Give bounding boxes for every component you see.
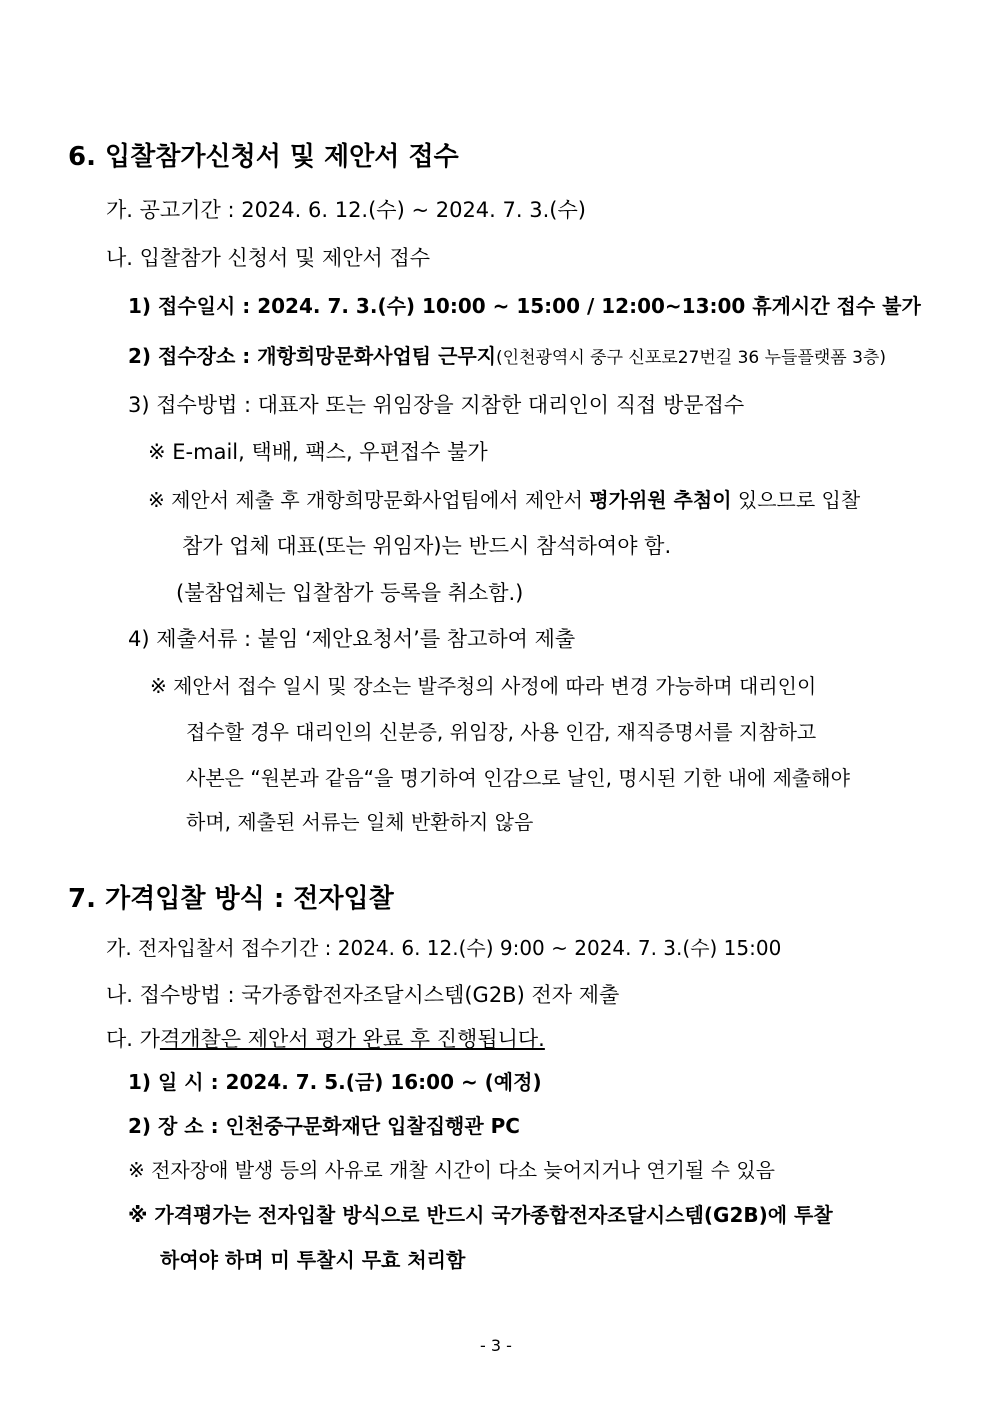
price-opening-prefix: 다. 가 — [106, 1027, 160, 1051]
note-evaluator-draw-pre: ※ 제안서 제출 후 개항희망문화사업팀에서 제안서 — [148, 488, 590, 512]
section-6-heading: 6. 입찰참가신청서 및 제안서 접수 — [68, 142, 459, 172]
note-proxy-line1: ※ 제안서 접수 일시 및 장소는 발주청의 사정에 따라 변경 가능하며 대리인이 — [150, 674, 817, 698]
section-7-heading: 7. 가격입찰 방식 : 전자입찰 — [68, 884, 394, 914]
e-bid-method: 나. 접수방법 : 국가종합전자조달시스템(G2B) 전자 제출 — [106, 983, 620, 1007]
note-proxy-line4: 하며, 제출된 서류는 일체 반환하지 않음 — [186, 810, 534, 834]
note-evaluator-draw-line3: (불참업체는 입찰참가 등록을 취소함.) — [176, 581, 524, 605]
note-evaluator-draw-bold: 평가위원 추첨이 — [589, 488, 732, 512]
submission-place — [128, 342, 886, 372]
note-price-eval-line1: ※ 가격평가는 전자입찰 방식으로 반드시 국가종합전자조달시스템(G2B)에 투찰 — [128, 1203, 833, 1227]
opening-place: 2) 장 소 : 인천중구문화재단 입찰집행관 PC — [128, 1114, 520, 1138]
note-evaluator-draw-post: 있으므로 입찰 — [731, 488, 861, 512]
note-no-remote-submission: ※ E-mail, 택배, 팩스, 우편접수 불가 — [148, 440, 488, 464]
submission-datetime: 1) 접수일시 : 2024. 7. 3.(수) 10:00 ~ 15:00 / 12:00~13:00 휴게시간 접수 불가 — [128, 294, 921, 318]
e-bid-period: 가. 전자입찰서 접수기간 : 2024. 6. 12.(수) 9:00 ~ 2024. 7. 3.(수) 15:00 — [106, 936, 782, 960]
note-price-eval-line2: 하여야 하며 미 투찰시 무효 처리함 — [160, 1248, 466, 1272]
opening-datetime: 1) 일 시 : 2024. 7. 5.(금) 16:00 ~ (예정) — [128, 1070, 542, 1094]
note-proxy-line2: 접수할 경우 대리인의 신분증, 위임장, 사용 인감, 재직증명서를 지참하고 — [186, 720, 817, 744]
submission-place-detail: (인천광역시 중구 신포로27번길 36 누들플랫폼 3층) — [496, 348, 886, 368]
section-6-announcement-period: 가. 공고기간 : 2024. 6. 12.(수) ~ 2024. 7. 3.(수) — [106, 198, 586, 222]
price-opening-underlined: 격개찰은 제안서 평가 완료 후 진행됩니다. — [159, 1027, 545, 1051]
note-proxy-line3: 사본은 “원본과 같음“을 명기하여 인감으로 날인, 명시된 기한 내에 제출해야 — [186, 766, 850, 790]
submission-place-label: 2) 접수장소 : 개항희망문화사업팀 근무지 — [128, 344, 497, 368]
note-e-failure: ※ 전자장애 발생 등의 사유로 개찰 시간이 다소 늦어지거나 연기될 수 있음 — [128, 1158, 775, 1182]
submission-method: 3) 접수방법 : 대표자 또는 위임장을 지참한 대리인이 직접 방문접수 — [128, 393, 745, 417]
section-6-submission-title: 나. 입찰참가 신청서 및 제안서 접수 — [106, 246, 431, 270]
page-number: - 3 - — [480, 1336, 512, 1355]
note-evaluator-draw — [148, 486, 860, 514]
note-evaluator-draw-line2: 참가 업체 대표(또는 위임자)는 반드시 참석하여야 함. — [182, 534, 672, 558]
price-opening-note — [106, 1025, 545, 1053]
submission-documents: 4) 제출서류 : 붙임 ‘제안요청서’를 참고하여 제출 — [128, 627, 576, 651]
